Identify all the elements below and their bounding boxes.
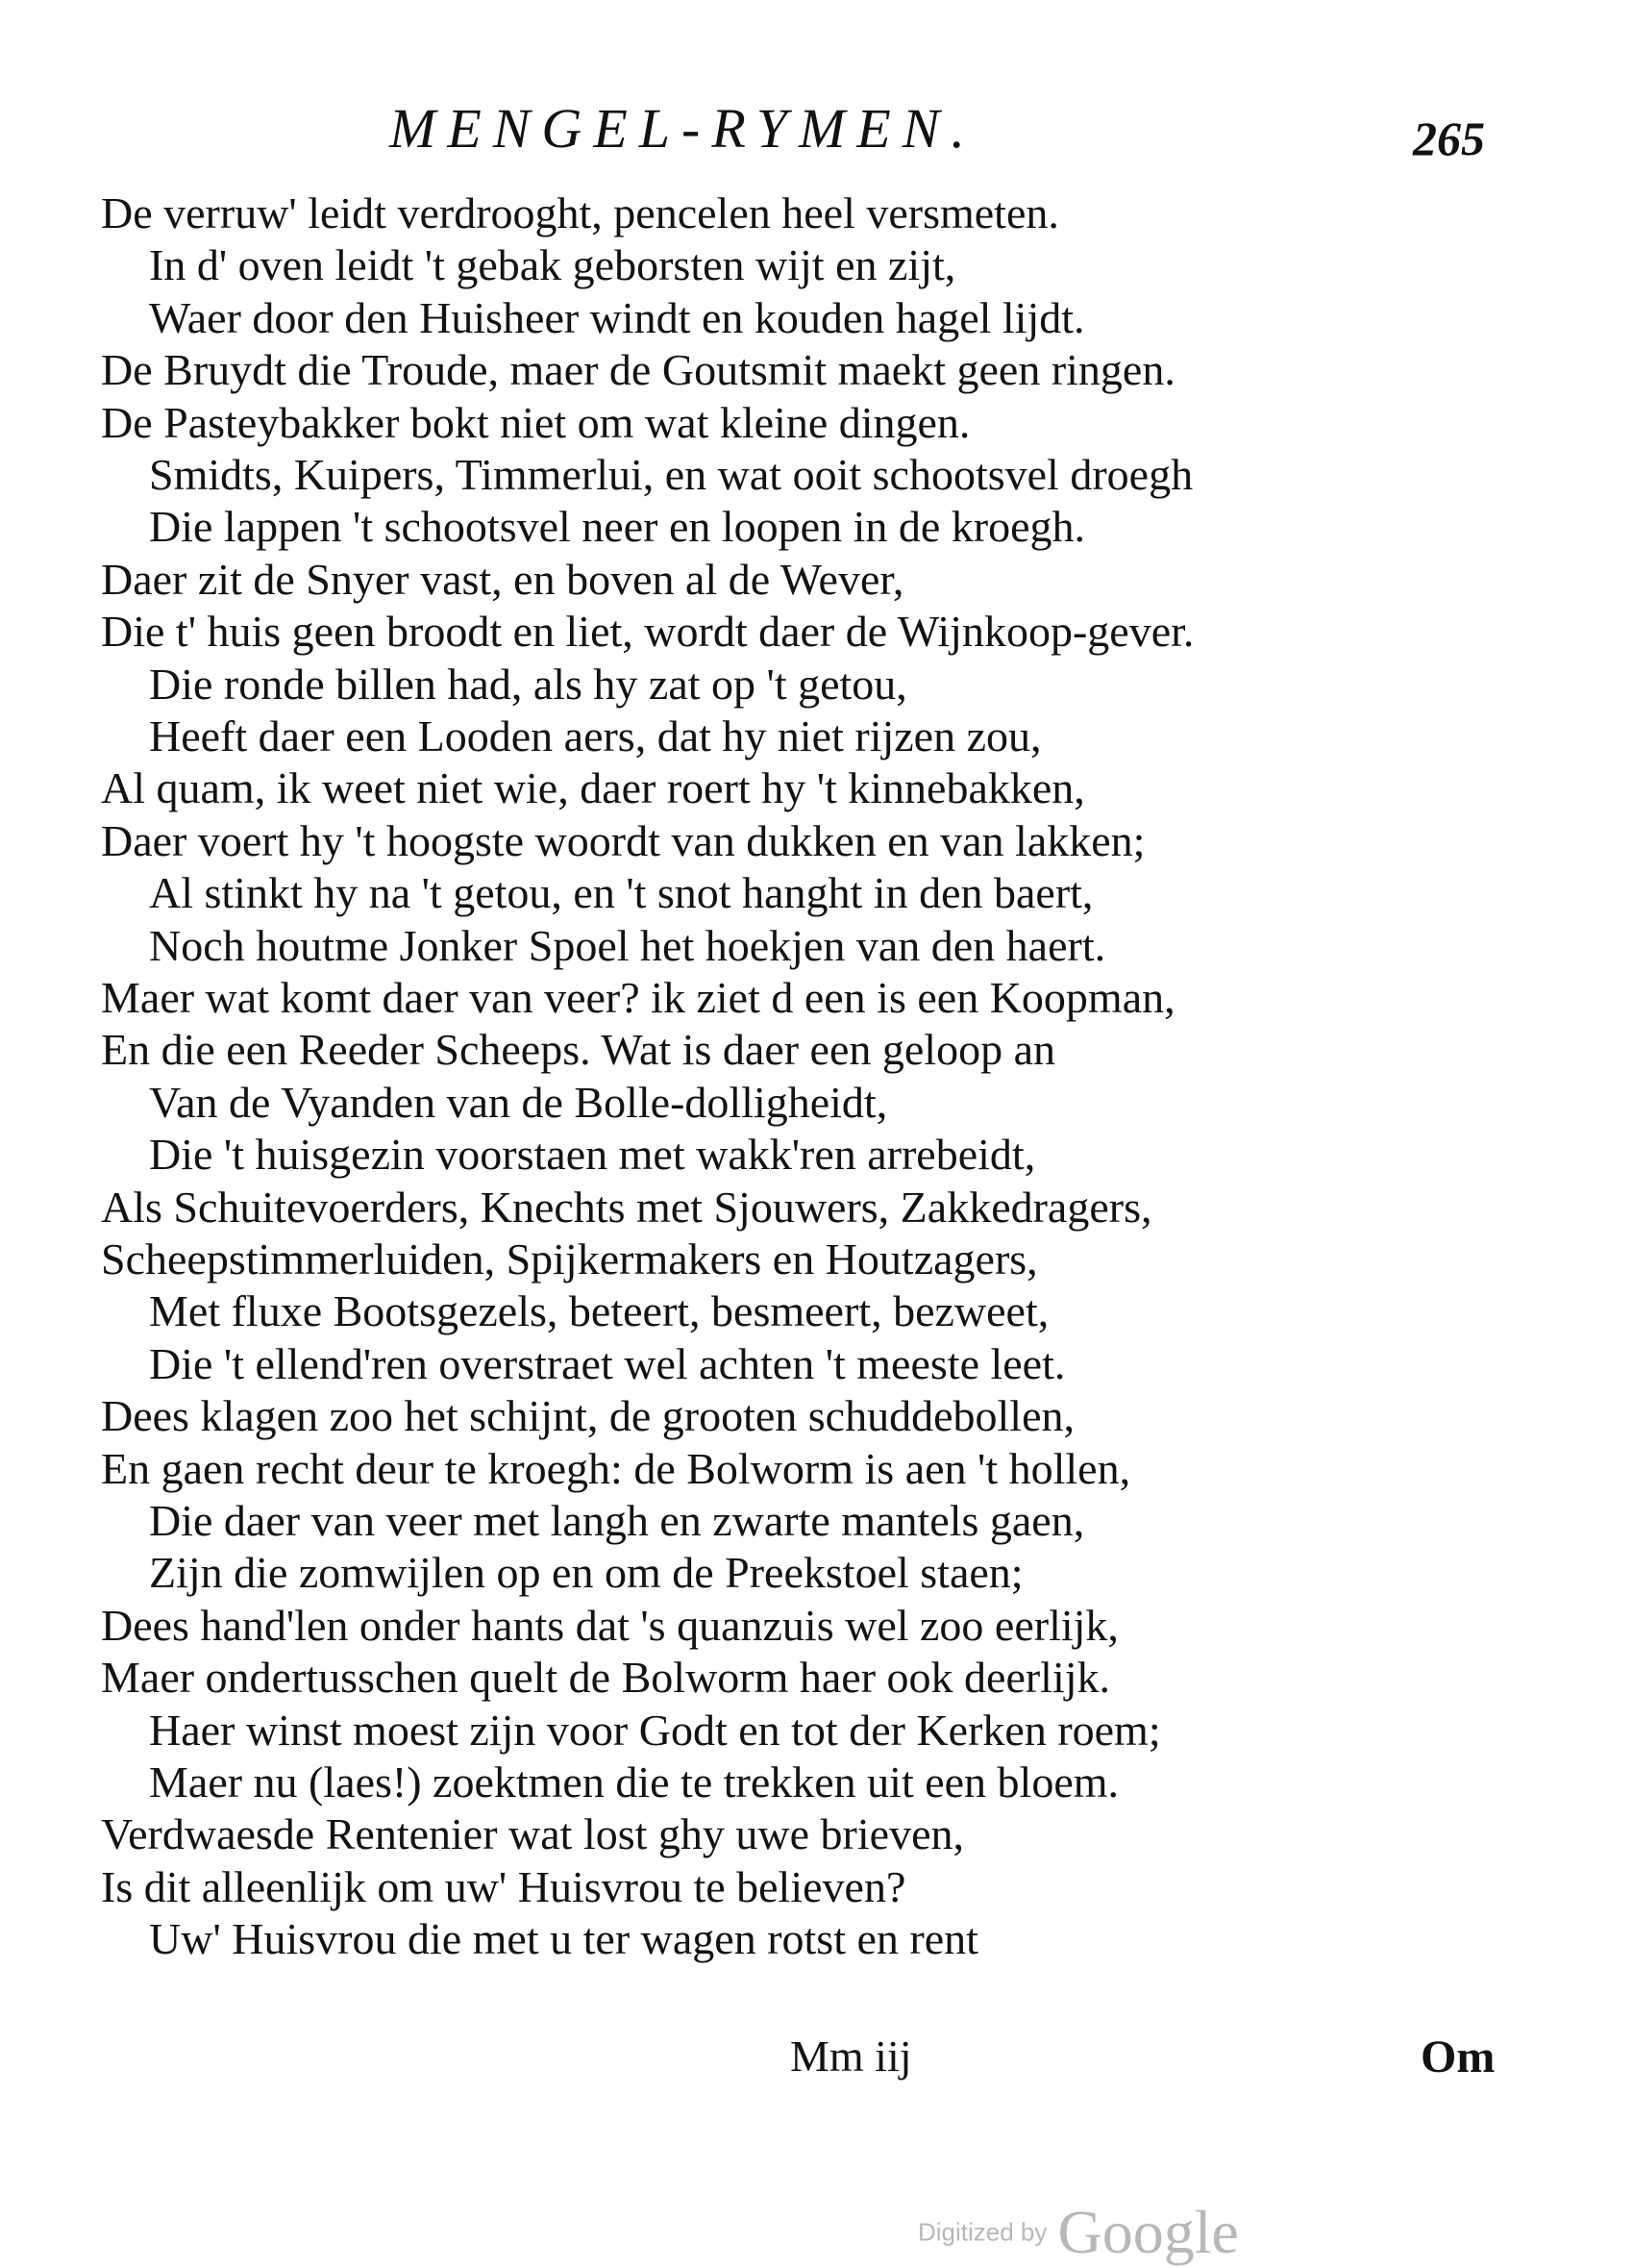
verse-line: Maer wat komt daer van veer? ik ziet d een is een Koopman, bbox=[101, 973, 1175, 1022]
verse-line: Verdwaesde Rentenier wat lost ghy uwe brieven, bbox=[101, 1809, 964, 1859]
verse-line: En gaen recht deur te kroegh: de Bolworm is aen 't hollen, bbox=[101, 1443, 1131, 1493]
verse-line: Die 't huisgezin voorstaen met wakk'ren arrebeidt, bbox=[149, 1130, 1036, 1180]
verse-line: Al stinkt hy na 't getou, en 't snot hanght in den baert, bbox=[149, 868, 1094, 918]
verse-line: Al quam, ik weet niet wie, daer roert hy 't kinnebakken, bbox=[101, 763, 1085, 813]
verse-line: De Bruydt die Troude, maer de Goutsmit maekt geen ringen. bbox=[101, 345, 1175, 395]
verse-line: Maer ondertusschen quelt de Bolworm haer ook deerlijk. bbox=[101, 1653, 1111, 1703]
running-title: MENGEL-RYMEN. bbox=[389, 97, 977, 160]
verse-line: Van de Vyanden van de Bolle-dolligheidt, bbox=[149, 1077, 888, 1127]
verse-line: De verruw' leidt verdrooght, pencelen heel versmeten. bbox=[101, 188, 1059, 237]
catchword: Om bbox=[1421, 2031, 1496, 2082]
verse-line: Heeft daer een Looden aers, dat hy niet rijzen zou, bbox=[149, 711, 1042, 760]
verse-line: Dees klagen zoo het schijnt, de grooten schuddebollen, bbox=[101, 1391, 1075, 1441]
page-number: 265 bbox=[1413, 112, 1485, 165]
verse-line: Uw' Huisvrou die met u ter wagen rotst en rent bbox=[149, 1914, 978, 1964]
verse-line: Smidts, Kuipers, Timmerlui, en wat ooit schootsvel droegh bbox=[149, 450, 1194, 499]
verse-line: Is dit alleenlijk om uw' Huisvrou te believen? bbox=[101, 1861, 906, 1911]
verse-line: Die t' huis geen broodt en liet, wordt daer de Wijnkoop-gever. bbox=[101, 607, 1195, 657]
verse-line: Met fluxe Bootsgezels, beteert, besmeert, bezweet, bbox=[149, 1286, 1050, 1336]
watermark-brand: Google bbox=[1057, 2198, 1239, 2266]
verse-line: De Pasteybakker bokt niet om wat kleine dingen. bbox=[101, 397, 971, 447]
signature-mark: Mm iij bbox=[790, 2031, 912, 2081]
verse-line: Dees hand'len onder hants dat 's quanzuis wel zoo eerlijk, bbox=[101, 1600, 1119, 1650]
verse-line: Daer voert hy 't hoogste woordt van dukken en van lakken; bbox=[101, 815, 1146, 865]
watermark-prefix: Digitized by bbox=[918, 2217, 1048, 2247]
verse-line: Die ronde billen had, als hy zat op 't getou, bbox=[149, 659, 907, 709]
verse-line: Maer nu (laes!) zoektmen die te trekken uit een bloem. bbox=[149, 1757, 1120, 1807]
verse-line: Waer door den Huisheer windt en kouden hagel lijdt. bbox=[149, 292, 1085, 342]
verse-line: En die een Reeder Scheeps. Wat is daer een geloop an bbox=[101, 1025, 1055, 1075]
verse-line: Noch houtme Jonker Spoel het hoekjen van den haert. bbox=[149, 920, 1106, 970]
verse-line: Daer zit de Snyer vast, en boven al de Wever, bbox=[101, 554, 904, 604]
verse-line: Die 't ellend'ren overstraet wel achten 't meeste leet. bbox=[149, 1338, 1066, 1388]
verse-line: Die lappen 't schootsvel neer en loopen in de kroegh. bbox=[149, 502, 1085, 552]
verse-line: Zijn die zomwijlen op en om de Preekstoel staen; bbox=[149, 1548, 1024, 1598]
verse-line: Haer winst moest zijn voor Godt en tot der Kerken roem; bbox=[149, 1705, 1161, 1755]
verse-line: Scheepstimmerluiden, Spijkermakers en Houtzagers, bbox=[101, 1234, 1038, 1284]
verse-line: Die daer van veer met langh en zwarte mantels gaen, bbox=[149, 1496, 1085, 1545]
verse-line: Als Schuitevoerders, Knechts met Sjouwers, Zakkedragers, bbox=[101, 1182, 1152, 1232]
verse-line: In d' oven leidt 't gebak geborsten wijt en zijt, bbox=[149, 240, 956, 290]
digitization-watermark bbox=[918, 2197, 1239, 2268]
